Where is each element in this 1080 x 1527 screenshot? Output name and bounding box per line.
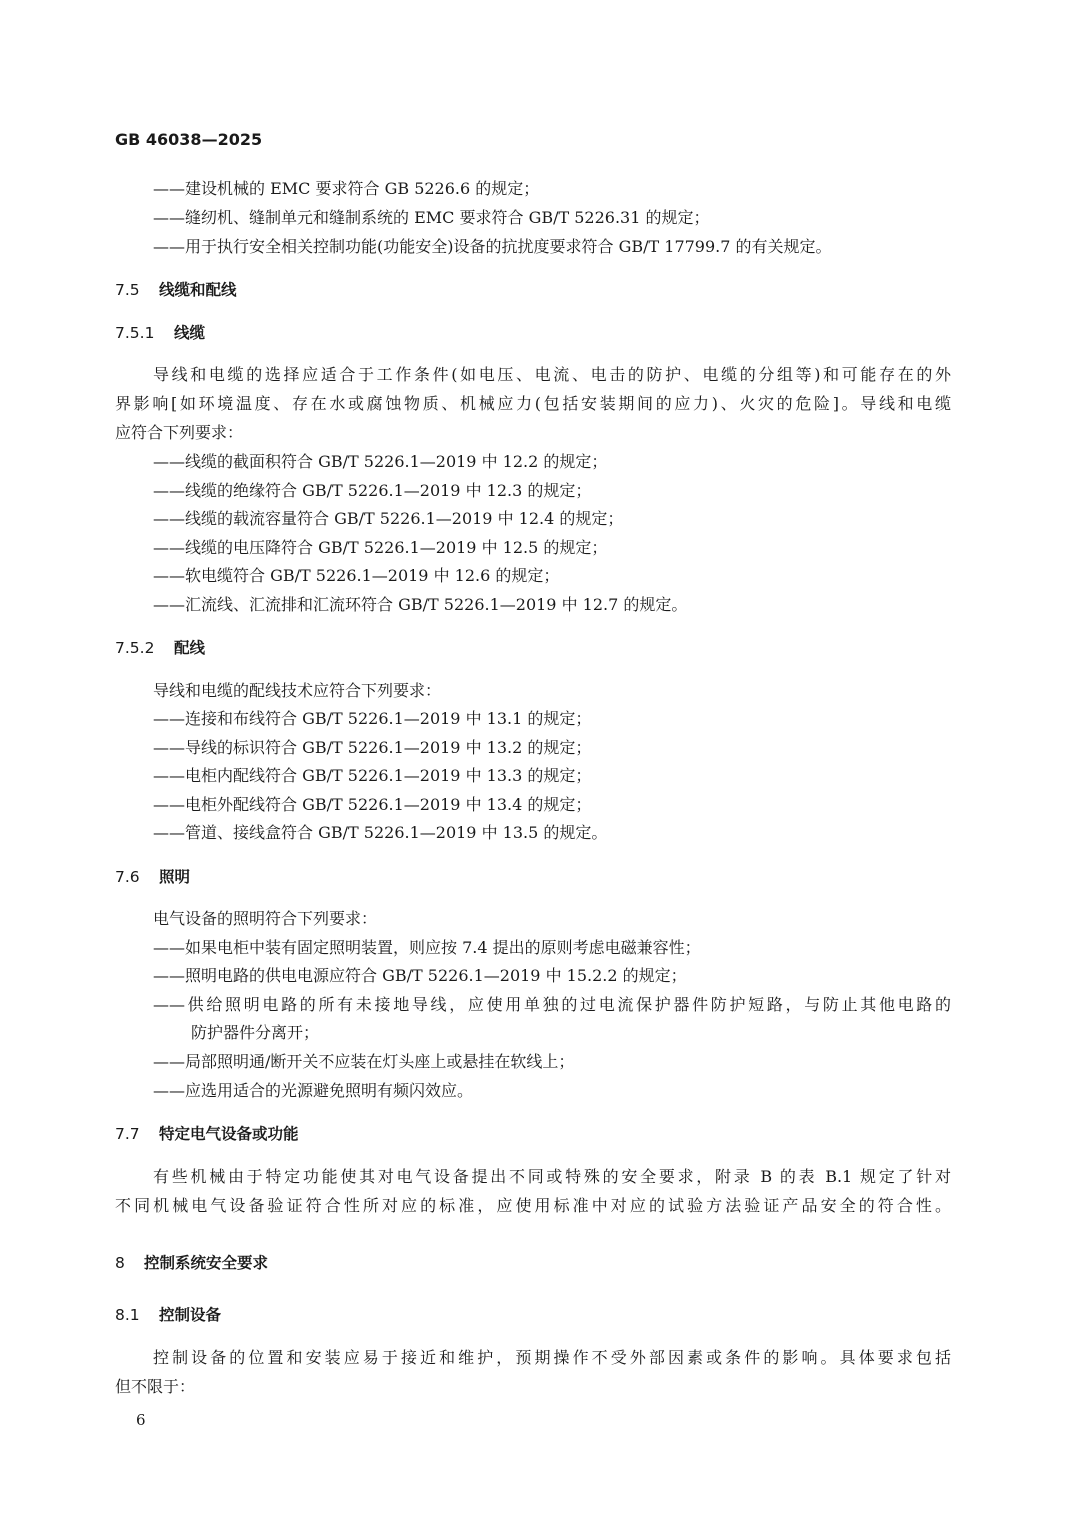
section-heading-7-6 [115,866,190,888]
list-item-continuation: 防护器件分离开； [191,1023,320,1042]
list-item: ——汇流线、汇流排和汇流环符合 GB/T 5226.1—2019 中 12.7 的规定。 [153,595,688,614]
paragraph-line: 控制设备的位置和安装应易于接近和维护，预期操作不受外部因素或条件的影响。具体要求包括 [153,1348,951,1367]
list-item: ——局部照明通/断开关不应装在灯头座上或悬挂在软线上； [153,1052,575,1071]
section-title: 线缆 [174,324,206,342]
section-number: 7.5.1 [115,324,155,342]
section-number: 8 [115,1254,125,1272]
list-item: ——连接和布线符合 GB/T 5226.1—2019 中 13.1 的规定； [153,709,592,728]
section-number: 7.5 [115,281,140,299]
section-heading-8-1 [115,1304,221,1326]
section-heading-7-7 [115,1123,299,1145]
section-title: 照明 [159,868,191,886]
section-title: 配线 [174,639,206,657]
section-number: 7.5.2 [115,639,155,657]
list-item: ——应选用适合的光源避免照明有频闪效应。 [153,1081,474,1100]
section-number: 8.1 [115,1306,140,1324]
list-item: ——线缆的载流容量符合 GB/T 5226.1—2019 中 12.4 的规定； [153,509,624,528]
list-item: ——照明电路的供电电源应符合 GB/T 5226.1—2019 中 15.2.2 的规定； [153,966,687,985]
section-number: 7.6 [115,868,140,886]
paragraph-line: 界影响[如环境温度、存在水或腐蚀物质、机械应力(包括安装期间的应力)、火灾的危险]。导线和电缆 [115,394,951,413]
section-heading-7-5 [115,279,237,301]
paragraph-line: 有些机械由于特定功能使其对电气设备提出不同或特殊的安全要求，附录 B 的表 B.1 规定了针对 [153,1167,951,1186]
list-item: ——供给照明电路的所有未接地导线，应使用单独的过电流保护器件防护短路，与防止其他电路的 [153,995,951,1014]
list-item: ——线缆的截面积符合 GB/T 5226.1—2019 中 12.2 的规定； [153,452,608,471]
page-number: 6 [136,1411,146,1429]
list-item: ——线缆的电压降符合 GB/T 5226.1—2019 中 12.5 的规定； [153,538,608,557]
section-title: 线缆和配线 [159,281,237,299]
paragraph-line: 导线和电缆的选择应适合于工作条件(如电压、电流、电击的防护、电缆的分组等)和可能存在的外 [153,365,951,384]
paragraph-line: 应符合下列要求： [115,423,244,442]
paragraph-line: 但不限于： [115,1377,196,1396]
section-number: 7.7 [115,1125,140,1143]
list-item: ——软电缆符合 GB/T 5226.1—2019 中 12.6 的规定； [153,566,560,585]
list-item: ——线缆的绝缘符合 GB/T 5226.1—2019 中 12.3 的规定； [153,481,592,500]
document-standard-id: GB 46038—2025 [115,130,263,149]
paragraph-line: 不同机械电气设备验证符合性所对应的标准，应使用标准中对应的试验方法验证产品安全的符合性。 [115,1196,951,1215]
list-item: ——建设机械的 EMC 要求符合 GB 5226.6 的规定； [153,179,540,198]
section-title: 控制设备 [159,1306,222,1324]
section-title: 特定电气设备或功能 [159,1125,299,1143]
list-item: ——电柜内配线符合 GB/T 5226.1—2019 中 13.3 的规定； [153,766,592,785]
list-item: ——缝纫机、缝制单元和缝制系统的 EMC 要求符合 GB/T 5226.31 的规定； [153,208,710,227]
list-item: ——电柜外配线符合 GB/T 5226.1—2019 中 13.4 的规定； [153,795,592,814]
section-title: 控制系统安全要求 [144,1254,269,1272]
list-item: ——管道、接线盒符合 GB/T 5226.1—2019 中 13.5 的规定。 [153,823,608,842]
paragraph-line: 导线和电缆的配线技术应符合下列要求： [153,681,442,700]
list-item: ——如果电柜中装有固定照明装置，则应按 7.4 提出的原则考虑电磁兼容性； [153,938,701,957]
section-heading-7-5-1 [115,322,205,344]
paragraph-line: 电气设备的照明符合下列要求： [153,909,378,928]
section-heading-8 [115,1252,268,1274]
list-item: ——用于执行安全相关控制功能(功能安全)设备的抗扰度要求符合 GB/T 17799.7 的有关规定。 [153,237,832,256]
list-item: ——导线的标识符合 GB/T 5226.1—2019 中 13.2 的规定； [153,738,592,757]
section-heading-7-5-2 [115,637,205,659]
